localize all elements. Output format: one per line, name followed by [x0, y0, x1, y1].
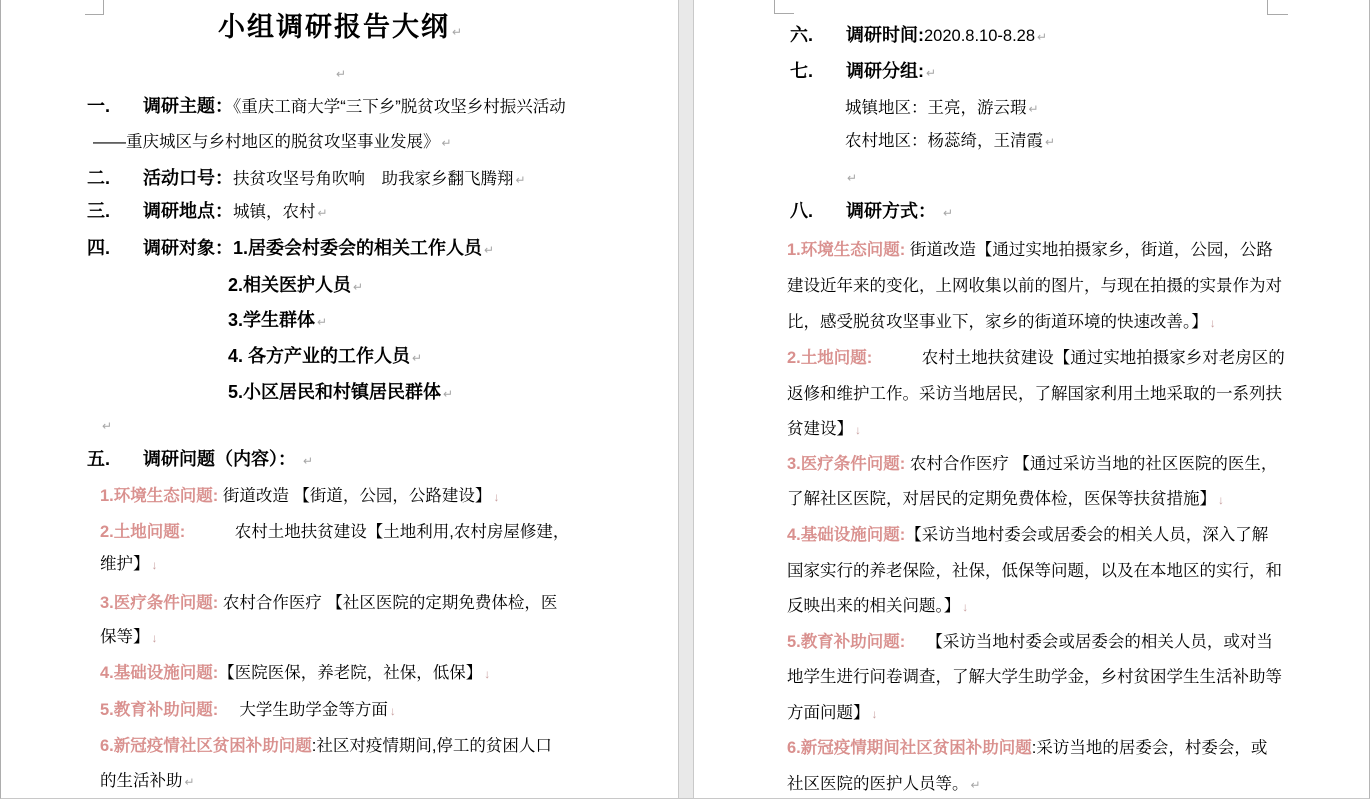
- text-run: 建设近年来的变化，上网收集以前的图片，与现在拍摄的实景作为对: [787, 277, 1282, 295]
- page-1: [2, 0, 678, 799]
- method-6-covid: [787, 737, 1267, 759]
- question-6-covid: [100, 735, 552, 757]
- paragraph-mark: ↵: [484, 243, 495, 257]
- text-run: 二.: [87, 168, 111, 188]
- text-run: 大学生助学金等方面: [218, 701, 388, 719]
- text-run: 城镇，农村: [233, 203, 316, 221]
- linebreak-mark: ↓: [151, 631, 158, 645]
- text-run: 维护】: [100, 555, 150, 573]
- paragraph-mark: ↵: [317, 206, 328, 220]
- paragraph-mark: ↵: [335, 67, 347, 81]
- text-run: 2.土地问题:: [787, 349, 873, 367]
- empty-line: [2, 62, 678, 85]
- empty-line: [845, 166, 857, 189]
- text-run: 2.土地问题:: [100, 523, 186, 541]
- text-run: 1.环境生态问题:: [787, 241, 910, 259]
- paragraph-mark: ↵: [515, 173, 526, 187]
- subject-4: [228, 345, 422, 369]
- linebreak-mark: ↓: [1209, 316, 1216, 330]
- question-2-land-cont: [100, 553, 158, 576]
- text-run: 3.学生群体: [228, 310, 316, 330]
- group-rural: [845, 130, 1055, 153]
- page-gutter: [678, 0, 694, 799]
- text-run: 【采访当地村委会或居委会的相关人员，深入了解: [905, 526, 1269, 544]
- page-2: [694, 0, 1370, 799]
- method-6-covid-cont: [787, 773, 981, 796]
- paragraph-mark: ↵: [353, 280, 364, 294]
- text-run: 5.教育补助问题:: [787, 633, 906, 651]
- method-2-land: [787, 347, 1285, 369]
- text-run: 七.: [790, 61, 814, 81]
- subject-2: [228, 274, 363, 298]
- text-run: 一.: [87, 96, 111, 116]
- outline-7-groups: [790, 60, 936, 84]
- text-run: 贫建设】: [787, 420, 853, 438]
- paragraph-mark: ↵: [303, 454, 314, 468]
- paragraph-mark: ↵: [1037, 30, 1048, 44]
- linebreak-mark: ↓: [151, 558, 158, 572]
- method-3-medical-cont: [787, 488, 1224, 511]
- text-run: 3.医疗条件问题:: [100, 594, 223, 612]
- text-run: 【医院医保，养老院，社保，低保】: [218, 664, 483, 682]
- text-run: 返修和维护工作。采访当地居民，了解国家利用土地采取的一系列扶: [787, 385, 1282, 403]
- text-run: 调研方式：: [846, 201, 942, 221]
- text-run: 农村土地扶贫建设【通过实地拍摄家乡对老房区的: [872, 349, 1285, 367]
- text-run: 调研主题：: [143, 96, 233, 116]
- text-run: 调研地点：: [143, 201, 233, 221]
- margin-crop-mark: [85, 0, 104, 15]
- subject-3: [228, 309, 327, 333]
- paragraph-mark: ↵: [102, 419, 113, 433]
- subject-5: [228, 381, 453, 405]
- text-run: 农村地区：杨蕊绮，王清霞: [845, 132, 1043, 150]
- text-run: 6.新冠疫情期间社区贫困补助问题: [787, 739, 1032, 757]
- linebreak-mark: ↓: [962, 600, 969, 614]
- text-run: 四.: [87, 238, 111, 258]
- paragraph-mark: ↵: [443, 387, 454, 401]
- margin-crop-mark: [774, 0, 794, 14]
- method-5-edu-cont2: [787, 702, 878, 725]
- method-5-edu-cont: [787, 666, 1282, 688]
- text-run: 反映出来的相关问题。】: [787, 597, 961, 615]
- outline-4-subjects: [87, 237, 494, 261]
- linebreak-mark: ↓: [493, 490, 500, 504]
- paragraph-mark: ↵: [412, 351, 423, 365]
- paragraph-mark: ↵: [184, 775, 195, 789]
- text-run: 4. 各方产业的工作人员: [228, 346, 411, 366]
- method-4-infra-cont2: [787, 595, 968, 618]
- text-run: 【采访当地村委会或居委会的相关人员，或对当: [905, 633, 1273, 651]
- text-run: 调研分组:: [846, 61, 924, 81]
- paragraph-mark: ↵: [1045, 135, 1056, 149]
- text-run: ——重庆城区与乡村地区的脱贫攻坚事业发展》: [93, 133, 440, 151]
- question-1-env: [100, 485, 499, 508]
- text-run: 调研时间:: [846, 25, 924, 45]
- question-6-covid-cont: [100, 770, 195, 793]
- method-2-land-cont: [787, 383, 1282, 405]
- paragraph-mark: ↵: [943, 206, 954, 220]
- question-5-edu: [100, 699, 396, 722]
- text-run: 1.居委会村委会的相关工作人员: [233, 238, 483, 258]
- method-5-edu: [787, 631, 1273, 653]
- text-run: 社区医院的医护人员等。: [787, 775, 969, 793]
- text-run: 2.相关医护人员: [228, 275, 352, 295]
- text-run: 活动口号：: [143, 168, 233, 188]
- text-run: 城镇地区：王亮，游云瑕: [845, 99, 1027, 117]
- margin-crop-mark: [1267, 0, 1288, 15]
- linebreak-mark: ↓: [855, 423, 861, 437]
- empty-line: [100, 414, 112, 437]
- text-run: 了解社区医院，对居民的定期免费体检，医保等扶贫措施】: [787, 490, 1216, 508]
- text-run: 5.小区居民和村镇居民群体: [228, 382, 442, 402]
- text-run: 街道改造 【街道，公园，公路建设】: [222, 487, 492, 505]
- text-run: 农村土地扶贫建设【土地利用,农村房屋修建，: [185, 523, 570, 541]
- text-run: 扶贫攻坚号角吹响 助我家乡翻飞腾翔: [233, 170, 514, 188]
- outline-8-methods: [790, 200, 953, 224]
- text-run: 六.: [790, 25, 814, 45]
- text-run: :采访当地的居委会，村委会，或: [1031, 739, 1268, 757]
- paragraph-mark: ↵: [441, 136, 452, 150]
- outline-1-topic: [87, 95, 566, 118]
- question-4-infra: [100, 662, 490, 685]
- text-run: 《重庆工商大学“三下乡”脱贫攻坚乡村振兴活动: [233, 98, 566, 116]
- text-run: 调研对象：: [143, 238, 233, 258]
- text-run: 小组调研报告大纲: [217, 12, 450, 42]
- text-run: 1.环境生态问题:: [100, 487, 223, 505]
- text-run: 五.: [87, 449, 111, 469]
- text-run: 6.新冠疫情社区贫困补助问题: [100, 737, 312, 755]
- text-run: 农村合作医疗 【通过采访当地的社区医院的医生，: [909, 455, 1278, 473]
- linebreak-mark: ↓: [389, 704, 396, 718]
- question-3-medical: [100, 592, 557, 614]
- text-run: 三.: [87, 201, 111, 221]
- text-run: 国家实行的养老保险，社保，低保等问题，以及在本地区的实行，和: [787, 562, 1282, 580]
- outline-1-topic-cont: [93, 131, 452, 154]
- outline-5-questions: [87, 448, 313, 472]
- paragraph-mark: ↵: [970, 778, 981, 792]
- method-2-land-cont2: [787, 418, 861, 441]
- text-run: 的生活补助: [100, 772, 183, 790]
- method-4-infra: [787, 524, 1268, 546]
- group-urban: [845, 97, 1039, 120]
- text-run: 5.教育补助问题:: [100, 701, 219, 719]
- method-1-env: [787, 239, 1273, 261]
- linebreak-mark: ↓: [871, 707, 878, 721]
- paragraph-mark: ↵: [1028, 102, 1039, 116]
- outline-3-location: [87, 200, 328, 224]
- question-2-land: [100, 521, 569, 543]
- paragraph-mark: ↵: [847, 171, 858, 185]
- text-run: 地学生进行问卷调查，了解大学生助学金，乡村贫困学生生活补助等: [787, 668, 1282, 686]
- method-3-medical: [787, 453, 1277, 475]
- text-run: 2020.8.10-8.28: [924, 27, 1036, 45]
- text-run: 八.: [790, 201, 814, 221]
- text-run: 方面问题】: [787, 704, 870, 722]
- paragraph-mark: ↵: [317, 315, 328, 329]
- paragraph-mark: ↵: [926, 66, 937, 80]
- text-run: 调研问题（内容）：: [143, 449, 302, 469]
- text-run: :社区对疫情期间,停工的贫困人口: [311, 737, 552, 755]
- doc-title: [2, 12, 678, 43]
- method-1-env-cont: [787, 275, 1282, 297]
- linebreak-mark: ↓: [1218, 493, 1224, 507]
- text-run: 保等】: [100, 628, 150, 646]
- text-run: 4.基础设施问题:: [100, 664, 219, 682]
- text-run: 街道改造【通过实地拍摄家乡，街道，公园，公路: [909, 241, 1273, 259]
- text-run: 比，感受脱贫攻坚事业下，家乡的街道环境的快速改善。】: [787, 313, 1208, 331]
- method-1-env-cont2: [787, 311, 1216, 334]
- outline-6-time: [790, 24, 1047, 48]
- linebreak-mark: ↓: [484, 667, 491, 681]
- paragraph-mark: ↵: [451, 25, 463, 39]
- method-4-infra-cont: [787, 560, 1282, 582]
- text-run: 4.基础设施问题:: [787, 526, 906, 544]
- text-run: 3.医疗条件问题:: [787, 455, 910, 473]
- text-run: 农村合作医疗 【社区医院的定期免费体检，医: [222, 594, 558, 612]
- question-3-medical-cont: [100, 626, 158, 649]
- outline-2-slogan: [87, 167, 526, 191]
